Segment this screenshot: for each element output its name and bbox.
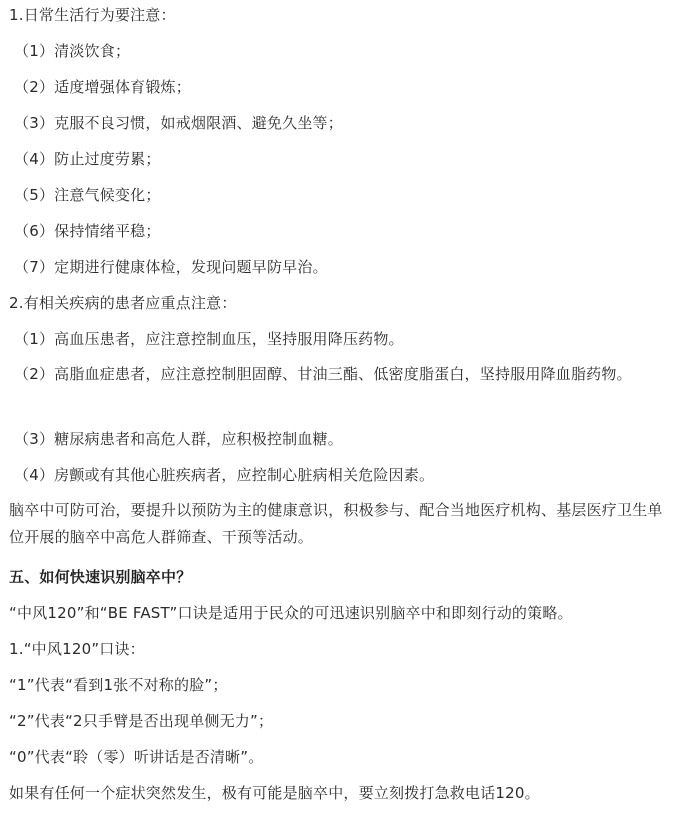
list-item: （4）房颤或有其他心脏疾病者，应控制心脏病相关危险因素。 xyxy=(14,466,435,484)
list-item: （5）注意气候变化； xyxy=(14,186,161,204)
section-5-title: 五、如何快速识别脑卒中？ xyxy=(9,568,192,586)
list-item: （3）克服不良习惯，如戒烟限酒、避免久坐等； xyxy=(14,114,343,132)
section-1-heading: 1.日常生活行为要注意： xyxy=(9,6,176,24)
list-item: （2）高脂血症患者，应注意控制胆固醇、甘油三酯、低密度脂蛋白，坚持服用降血脂药物。 xyxy=(14,365,632,383)
prevention-paragraph: 脑卒中可防可治，要提升以预防为主的健康意识，积极参与、配合当地医疗机构、基层医疗卫生单位开展的脑卒中高危人群筛查、干预等活动。 xyxy=(9,501,663,546)
mnemonic-item: “0”代表“聆（零）听讲话是否清晰”。 xyxy=(9,748,264,766)
intro-paragraph: “中风120”和“BE FAST”口诀是适用于民众的可迅速识别脑卒中和即刻行动的策略。 xyxy=(9,604,573,622)
list-item: （4）防止过度劳累； xyxy=(14,150,161,168)
list-item: （1）高血压患者，应注意控制血压，坚持服用降压药物。 xyxy=(14,330,404,348)
mnemonic-item: “1”代表“看到1张不对称的脸”； xyxy=(9,676,228,694)
list-item: （3）糖尿病患者和高危人群，应积极控制血糖。 xyxy=(14,430,343,448)
mnemonic-item: “2”代表“2只手臂是否出现单侧无力”； xyxy=(9,712,274,730)
closing-paragraph: 如果有任何一个症状突然发生，极有可能是脑卒中，要立刻拨打急救电话120。 xyxy=(9,784,540,802)
mnemonic-heading: 1.“中风120”口诀： xyxy=(9,640,145,658)
list-item: （6）保持情绪平稳； xyxy=(14,222,161,240)
list-item: （2）适度增强体育锻炼； xyxy=(14,78,191,96)
list-item: （7）定期进行健康体检，发现问题早防早治。 xyxy=(14,258,328,276)
list-item: （1）清淡饮食； xyxy=(14,42,131,60)
section-2-heading: 2.有相关疾病的患者应重点注意： xyxy=(9,294,237,312)
